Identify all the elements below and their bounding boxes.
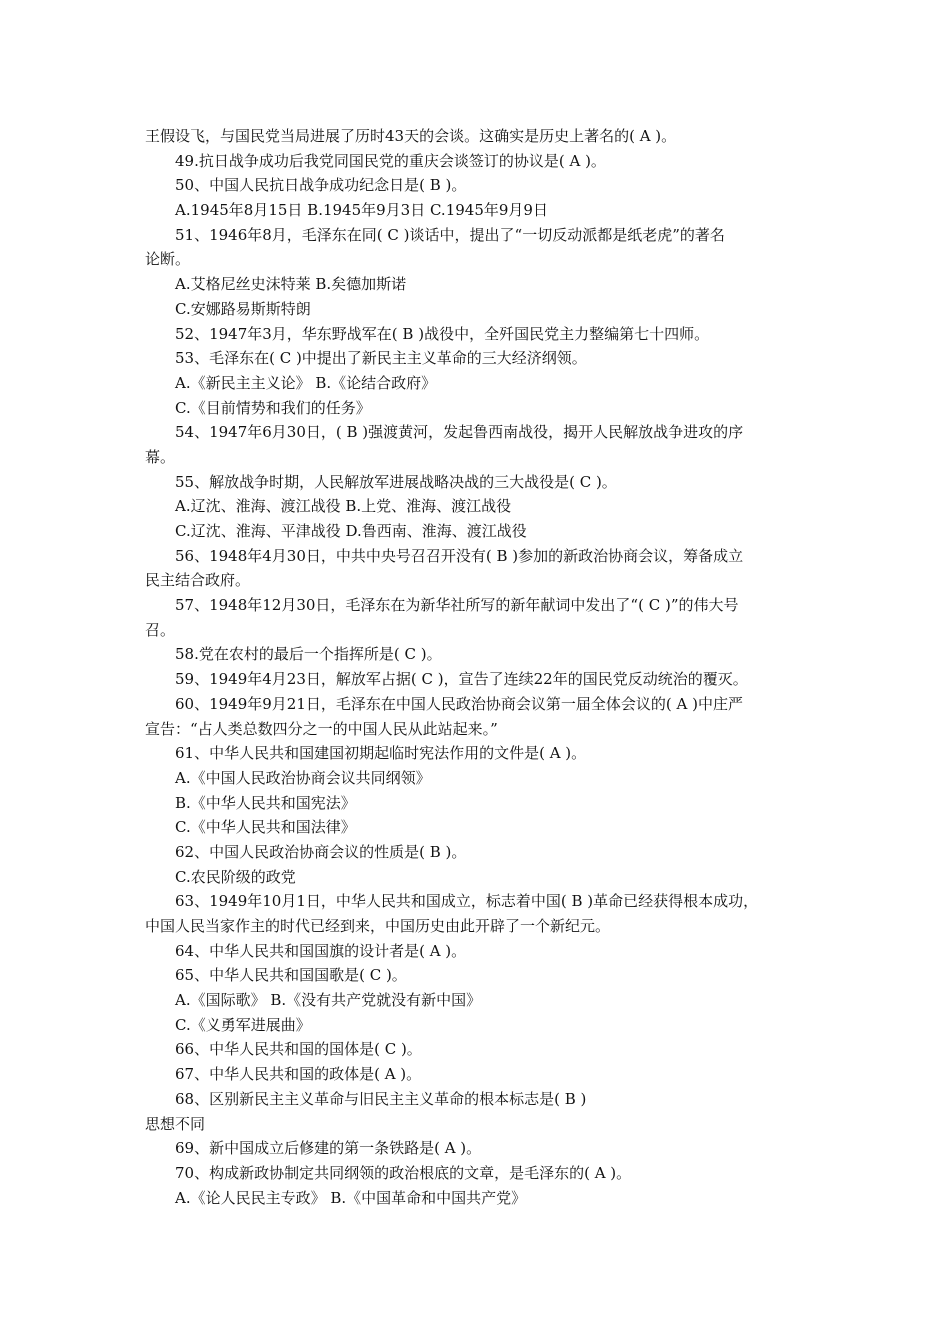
text-line: C.《目前情势和我们的任务》: [175, 398, 371, 417]
text-line: 王假设飞，与国民党当局进展了历时43天的会谈。这确实是历史上著名的( A )。: [145, 127, 677, 145]
text-line: 68、区别新民主主义革命与旧民主主义革命的根本标志是( B ): [175, 1089, 587, 1108]
document-body: [145, 124, 815, 1210]
text-line: C.《义勇军进展曲》: [175, 1015, 311, 1034]
text-line: 59、1949年4月23日，解放军占据( C )，宣告了连续22年的国民党反动统治的覆灭。: [175, 670, 748, 689]
text-line: A.辽沈、淮海、渡江战役 B.上党、淮海、渡江战役: [175, 497, 512, 516]
text-line: 64、中华人民共和国国旗的设计者是( A )。: [175, 941, 467, 960]
text-line: A.《新民主主义论》 B.《论结合政府》: [175, 373, 437, 392]
text-line: 61、中华人民共和国建国初期起临时宪法作用的文件是( A )。: [175, 744, 587, 763]
text-line: 54、1947年6月30日，( B )强渡黄河，发起鲁西南战役，揭开人民解放战争进攻的序: [175, 423, 744, 442]
text-line: C.安娜路易斯斯特朗: [175, 299, 311, 318]
text-line: 55、解放战争时期，人民解放军进展战略决战的三大战役是( C )。: [175, 472, 617, 491]
text-line: 65、中华人民共和国国歌是( C )。: [175, 966, 407, 985]
text-line: A.艾格尼丝史沫特莱 B.矣德加斯诺: [175, 275, 407, 294]
text-line: 53、毛泽东在( C )中提出了新民主主义革命的三大经济纲领。: [175, 349, 587, 368]
text-line: 50、中国人民抗日战争成功纪念日是( B )。: [175, 176, 467, 195]
text-line: B.《中华人民共和国宪法》: [175, 793, 356, 812]
text-line: 宣告：“占人类总数四分之一的中国人民从此站起来。”: [145, 719, 498, 738]
text-line: 思想不同: [145, 1114, 206, 1133]
text-line: A.1945年8月15日 B.1945年9月3日 C.1945年9月9日: [175, 201, 548, 220]
text-line: 63、1949年10月1日，中华人民共和国成立，标志着中国( B )革命已经获得根本成功，: [175, 892, 759, 911]
text-line: 66、中华人民共和国的国体是( C )。: [175, 1040, 422, 1059]
text-line: 69、新中国成立后修建的第一条铁路是( A )。: [175, 1139, 482, 1158]
text-line: A.《中国人民政治协商会议共同纲领》: [175, 768, 431, 787]
text-line: 51、1946年8月，毛泽东在同( C )谈话中，提出了“一切反动派都是纸老虎”的著名: [175, 225, 725, 244]
text-line: C.辽沈、淮海、平津战役 D.鲁西南、淮海、渡江战役: [175, 522, 527, 540]
text-line: 70、构成新政协制定共同纲领的政治根底的文章，是毛泽东的( A )。: [175, 1163, 632, 1182]
text-line: 60、1949年9月21日，毛泽东在中国人民政治协商会议第一届全体会议的( A )中庄严: [175, 694, 743, 713]
text-line: C.农民阶级的政党: [175, 867, 296, 886]
text-line: 58.党在农村的最后一个指挥所是( C )。: [175, 645, 442, 664]
text-line: A.《国际歌》 B.《没有共产党就没有新中国》: [175, 991, 482, 1010]
text-line: 中国人民当家作主的时代已经到来，中国历史由此开辟了一个新纪元。: [145, 917, 611, 935]
text-line: 幕。: [145, 447, 176, 466]
text-line: A.《论人民民主专政》 B.《中国革命和中国共产党》: [175, 1188, 527, 1207]
text-line: C.《中华人民共和国法律》: [175, 818, 356, 837]
text-line: 民主结合政府。: [145, 571, 251, 590]
text-line: 召。: [145, 620, 176, 639]
text-line: 论断。: [145, 250, 191, 269]
text-line: 52、1947年3月，华东野战军在( B )战役中，全歼国民党主力整编第七十四师。: [175, 324, 710, 343]
text-line: 67、中华人民共和国的政体是( A )。: [175, 1065, 422, 1084]
text-line: 57、1948年12月30日，毛泽东在为新华社所写的新年献词中发出了“( C )”的伟大号: [175, 596, 739, 615]
text-line: 49.抗日战争成功后我党同国民党的重庆会谈签订的协议是( A )。: [175, 151, 606, 170]
text-line: 56、1948年4月30日，中共中央号召召开没有( B )参加的新政治协商会议，筹备成立: [175, 546, 744, 565]
text-line: 62、中国人民政治协商会议的性质是( B )。: [175, 842, 467, 861]
